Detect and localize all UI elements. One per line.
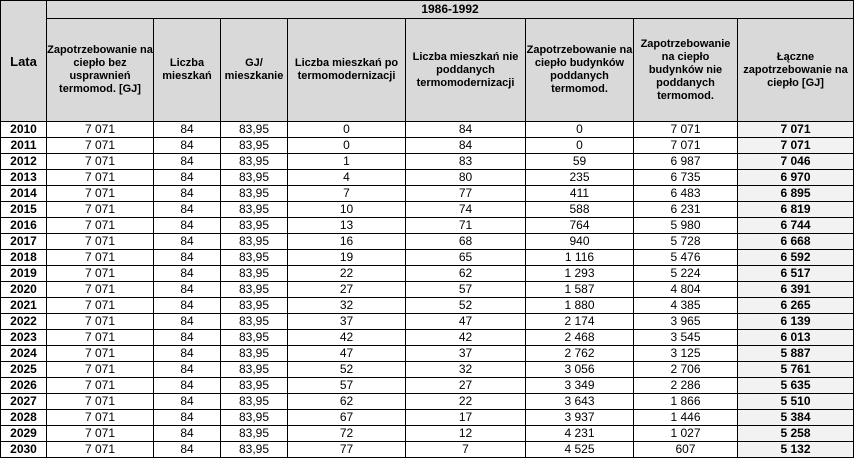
table-row: [1, 250, 854, 266]
year-cell: 2029: [1, 426, 47, 442]
zapotrzebowanie-cell: 7 071: [47, 298, 154, 314]
zap-nie-poddanych-cell: 1 446: [634, 410, 738, 426]
gj-mieszkanie-cell: 83,95: [221, 282, 288, 298]
po-termo-cell: 27: [288, 282, 406, 298]
table-row: [1, 170, 854, 186]
gj-mieszkanie-cell: 83,95: [221, 346, 288, 362]
liczba-mieszkan-cell: 84: [154, 378, 221, 394]
header-group-period: 1986-1992: [47, 1, 854, 19]
zap-nie-poddanych-cell: 6 483: [634, 186, 738, 202]
po-termo-cell: 0: [288, 138, 406, 154]
nie-poddanych-cell: 74: [406, 202, 526, 218]
nie-poddanych-cell: 68: [406, 234, 526, 250]
zapotrzebowanie-cell: 7 071: [47, 234, 154, 250]
zapotrzebowanie-cell: 7 071: [47, 394, 154, 410]
liczba-mieszkan-cell: 84: [154, 202, 221, 218]
zap-nie-poddanych-cell: 6 735: [634, 170, 738, 186]
nie-poddanych-cell: 17: [406, 410, 526, 426]
po-termo-cell: 16: [288, 234, 406, 250]
table-row: [1, 346, 854, 362]
table-row: [1, 154, 854, 170]
zap-poddanych-cell: 0: [526, 138, 634, 154]
liczba-mieszkan-cell: 84: [154, 314, 221, 330]
zap-poddanych-cell: 588: [526, 202, 634, 218]
zap-nie-poddanych-cell: 7 071: [634, 138, 738, 154]
po-termo-cell: 10: [288, 202, 406, 218]
liczba-mieszkan-cell: 84: [154, 394, 221, 410]
nie-poddanych-cell: 37: [406, 346, 526, 362]
table-row: [1, 362, 854, 378]
po-termo-cell: 57: [288, 378, 406, 394]
table-row: [1, 122, 854, 138]
year-cell: 2019: [1, 266, 47, 282]
nie-poddanych-cell: 57: [406, 282, 526, 298]
zapotrzebowanie-cell: 7 071: [47, 186, 154, 202]
po-termo-cell: 77: [288, 442, 406, 458]
year-cell: 2025: [1, 362, 47, 378]
year-cell: 2024: [1, 346, 47, 362]
zap-poddanych-cell: 2 174: [526, 314, 634, 330]
laczne-cell: 5 761: [738, 362, 854, 378]
po-termo-cell: 72: [288, 426, 406, 442]
year-cell: 2021: [1, 298, 47, 314]
liczba-mieszkan-cell: 84: [154, 122, 221, 138]
year-cell: 2018: [1, 250, 47, 266]
zapotrzebowanie-cell: 7 071: [47, 218, 154, 234]
zap-nie-poddanych-cell: 4 385: [634, 298, 738, 314]
zap-poddanych-cell: 4 525: [526, 442, 634, 458]
zap-nie-poddanych-cell: 5 224: [634, 266, 738, 282]
gj-mieszkanie-cell: 83,95: [221, 426, 288, 442]
gj-mieszkanie-cell: 83,95: [221, 202, 288, 218]
laczne-cell: 7 071: [738, 122, 854, 138]
gj-mieszkanie-cell: 83,95: [221, 394, 288, 410]
nie-poddanych-cell: 27: [406, 378, 526, 394]
zapotrzebowanie-cell: 7 071: [47, 346, 154, 362]
year-cell: 2011: [1, 138, 47, 154]
table-row: [1, 266, 854, 282]
zap-poddanych-cell: 1 587: [526, 282, 634, 298]
zap-nie-poddanych-cell: 6 987: [634, 154, 738, 170]
laczne-cell: 6 895: [738, 186, 854, 202]
table-row: [1, 394, 854, 410]
nie-poddanych-cell: 77: [406, 186, 526, 202]
liczba-mieszkan-cell: 84: [154, 234, 221, 250]
year-cell: 2023: [1, 330, 47, 346]
zap-poddanych-cell: 59: [526, 154, 634, 170]
laczne-cell: 7 046: [738, 154, 854, 170]
table-body: [1, 122, 854, 458]
nie-poddanych-cell: 52: [406, 298, 526, 314]
zapotrzebowanie-cell: 7 071: [47, 170, 154, 186]
zap-nie-poddanych-cell: 7 071: [634, 122, 738, 138]
gj-mieszkanie-cell: 83,95: [221, 410, 288, 426]
zap-poddanych-cell: 0: [526, 122, 634, 138]
zap-nie-poddanych-cell: 3 965: [634, 314, 738, 330]
zapotrzebowanie-cell: 7 071: [47, 266, 154, 282]
year-cell: 2012: [1, 154, 47, 170]
laczne-cell: 6 970: [738, 170, 854, 186]
zapotrzebowanie-cell: 7 071: [47, 426, 154, 442]
nie-poddanych-cell: 47: [406, 314, 526, 330]
gj-mieszkanie-cell: 83,95: [221, 170, 288, 186]
zap-poddanych-cell: 4 231: [526, 426, 634, 442]
liczba-mieszkan-cell: 84: [154, 442, 221, 458]
zapotrzebowanie-cell: 7 071: [47, 442, 154, 458]
year-cell: 2026: [1, 378, 47, 394]
year-cell: 2030: [1, 442, 47, 458]
laczne-cell: 6 819: [738, 202, 854, 218]
year-cell: 2016: [1, 218, 47, 234]
table-row: [1, 186, 854, 202]
zapotrzebowanie-cell: 7 071: [47, 330, 154, 346]
zap-poddanych-cell: 1 880: [526, 298, 634, 314]
zap-nie-poddanych-cell: 6 231: [634, 202, 738, 218]
zap-poddanych-cell: 235: [526, 170, 634, 186]
zap-poddanych-cell: 3 937: [526, 410, 634, 426]
header-mieszkania-po-termomodernizacji: Liczba mieszkań po termomodernizacji: [288, 19, 406, 122]
nie-poddanych-cell: 80: [406, 170, 526, 186]
gj-mieszkanie-cell: 83,95: [221, 314, 288, 330]
zapotrzebowanie-cell: 7 071: [47, 154, 154, 170]
gj-mieszkanie-cell: 83,95: [221, 234, 288, 250]
zap-nie-poddanych-cell: 3 125: [634, 346, 738, 362]
nie-poddanych-cell: 84: [406, 122, 526, 138]
table-row: [1, 378, 854, 394]
zapotrzebowanie-cell: 7 071: [47, 362, 154, 378]
zapotrzebowanie-cell: 7 071: [47, 282, 154, 298]
zap-poddanych-cell: 3 643: [526, 394, 634, 410]
laczne-cell: 7 071: [738, 138, 854, 154]
liczba-mieszkan-cell: 84: [154, 218, 221, 234]
liczba-mieszkan-cell: 84: [154, 282, 221, 298]
zapotrzebowanie-cell: 7 071: [47, 410, 154, 426]
header-mieszkania-nie-poddanych: Liczba mieszkań nie poddanych termomodernizacji: [406, 19, 526, 122]
po-termo-cell: 19: [288, 250, 406, 266]
gj-mieszkanie-cell: 83,95: [221, 330, 288, 346]
table-row: [1, 442, 854, 458]
laczne-cell: 6 139: [738, 314, 854, 330]
laczne-cell: 6 517: [738, 266, 854, 282]
table-row: [1, 218, 854, 234]
header-laczne-zapotrzebowanie: Łączne zapotrzebowanie na ciepło [GJ]: [738, 19, 854, 122]
gj-mieszkanie-cell: 83,95: [221, 362, 288, 378]
zapotrzebowanie-cell: 7 071: [47, 202, 154, 218]
table-row: [1, 234, 854, 250]
zap-poddanych-cell: 2 468: [526, 330, 634, 346]
laczne-cell: 5 258: [738, 426, 854, 442]
laczne-cell: 6 265: [738, 298, 854, 314]
table-row: [1, 298, 854, 314]
laczne-cell: 6 391: [738, 282, 854, 298]
zap-nie-poddanych-cell: 5 980: [634, 218, 738, 234]
liczba-mieszkan-cell: 84: [154, 298, 221, 314]
po-termo-cell: 37: [288, 314, 406, 330]
zap-poddanych-cell: 3 056: [526, 362, 634, 378]
zapotrzebowanie-cell: 7 071: [47, 378, 154, 394]
zapotrzebowanie-cell: 7 071: [47, 250, 154, 266]
liczba-mieszkan-cell: 84: [154, 362, 221, 378]
zap-poddanych-cell: 1 116: [526, 250, 634, 266]
po-termo-cell: 32: [288, 298, 406, 314]
year-cell: 2028: [1, 410, 47, 426]
po-termo-cell: 7: [288, 186, 406, 202]
year-cell: 2010: [1, 122, 47, 138]
liczba-mieszkan-cell: 84: [154, 426, 221, 442]
zap-poddanych-cell: 3 349: [526, 378, 634, 394]
zap-poddanych-cell: 764: [526, 218, 634, 234]
liczba-mieszkan-cell: 84: [154, 330, 221, 346]
header-zapotrzebowanie-nie-poddanych: Zapotrzebowanie na ciepło budynków nie poddanych termomod.: [634, 19, 738, 122]
nie-poddanych-cell: 62: [406, 266, 526, 282]
header-liczba-mieszkan: Liczba mieszkań: [154, 19, 221, 122]
nie-poddanych-cell: 12: [406, 426, 526, 442]
zapotrzebowanie-cell: 7 071: [47, 138, 154, 154]
year-cell: 2022: [1, 314, 47, 330]
laczne-cell: 5 132: [738, 442, 854, 458]
liczba-mieszkan-cell: 84: [154, 266, 221, 282]
po-termo-cell: 67: [288, 410, 406, 426]
liczba-mieszkan-cell: 84: [154, 410, 221, 426]
header-zapotrzebowanie-poddanych: Zapotrzebowanie na ciepło budynków poddanych termomod.: [526, 19, 634, 122]
laczne-cell: 6 013: [738, 330, 854, 346]
gj-mieszkanie-cell: 83,95: [221, 154, 288, 170]
table-row: [1, 426, 854, 442]
year-cell: 2015: [1, 202, 47, 218]
laczne-cell: 5 635: [738, 378, 854, 394]
table-row: [1, 282, 854, 298]
laczne-cell: 6 744: [738, 218, 854, 234]
po-termo-cell: 47: [288, 346, 406, 362]
laczne-cell: 5 887: [738, 346, 854, 362]
po-termo-cell: 13: [288, 218, 406, 234]
laczne-cell: 6 592: [738, 250, 854, 266]
zapotrzebowanie-cell: 7 071: [47, 122, 154, 138]
nie-poddanych-cell: 32: [406, 362, 526, 378]
liczba-mieszkan-cell: 84: [154, 186, 221, 202]
laczne-cell: 5 510: [738, 394, 854, 410]
liczba-mieszkan-cell: 84: [154, 346, 221, 362]
liczba-mieszkan-cell: 84: [154, 170, 221, 186]
laczne-cell: 6 668: [738, 234, 854, 250]
year-cell: 2014: [1, 186, 47, 202]
nie-poddanych-cell: 22: [406, 394, 526, 410]
gj-mieszkanie-cell: 83,95: [221, 250, 288, 266]
liczba-mieszkan-cell: 84: [154, 138, 221, 154]
po-termo-cell: 52: [288, 362, 406, 378]
zap-nie-poddanych-cell: 2 706: [634, 362, 738, 378]
zap-poddanych-cell: 1 293: [526, 266, 634, 282]
po-termo-cell: 4: [288, 170, 406, 186]
year-cell: 2020: [1, 282, 47, 298]
po-termo-cell: 42: [288, 330, 406, 346]
year-cell: 2027: [1, 394, 47, 410]
nie-poddanych-cell: 83: [406, 154, 526, 170]
header-lata: Lata: [1, 1, 47, 122]
liczba-mieszkan-cell: 84: [154, 250, 221, 266]
gj-mieszkanie-cell: 83,95: [221, 378, 288, 394]
gj-mieszkanie-cell: 83,95: [221, 218, 288, 234]
gj-mieszkanie-cell: 83,95: [221, 298, 288, 314]
zap-nie-poddanych-cell: 3 545: [634, 330, 738, 346]
nie-poddanych-cell: 65: [406, 250, 526, 266]
laczne-cell: 5 384: [738, 410, 854, 426]
zapotrzebowanie-cell: 7 071: [47, 314, 154, 330]
gj-mieszkanie-cell: 83,95: [221, 122, 288, 138]
nie-poddanych-cell: 71: [406, 218, 526, 234]
nie-poddanych-cell: 7: [406, 442, 526, 458]
zap-poddanych-cell: 411: [526, 186, 634, 202]
zap-nie-poddanych-cell: 2 286: [634, 378, 738, 394]
year-cell: 2017: [1, 234, 47, 250]
table-row: [1, 410, 854, 426]
zap-nie-poddanych-cell: 1 866: [634, 394, 738, 410]
header-gj-mieszkanie: GJ/ mieszkanie: [221, 19, 288, 122]
zap-poddanych-cell: 2 762: [526, 346, 634, 362]
year-cell: 2013: [1, 170, 47, 186]
header-zapotrzebowanie-bez-usprawnien: Zapotrzebowanie na ciepło bez usprawnień termomod. [GJ]: [47, 19, 154, 122]
gj-mieszkanie-cell: 83,95: [221, 442, 288, 458]
gj-mieszkanie-cell: 83,95: [221, 138, 288, 154]
gj-mieszkanie-cell: 83,95: [221, 266, 288, 282]
liczba-mieszkan-cell: 84: [154, 154, 221, 170]
table-row: [1, 202, 854, 218]
zap-nie-poddanych-cell: 4 804: [634, 282, 738, 298]
po-termo-cell: 0: [288, 122, 406, 138]
po-termo-cell: 22: [288, 266, 406, 282]
zap-nie-poddanych-cell: 5 476: [634, 250, 738, 266]
table-row: [1, 330, 854, 346]
zap-nie-poddanych-cell: 1 027: [634, 426, 738, 442]
po-termo-cell: 1: [288, 154, 406, 170]
po-termo-cell: 62: [288, 394, 406, 410]
zap-poddanych-cell: 940: [526, 234, 634, 250]
nie-poddanych-cell: 42: [406, 330, 526, 346]
zap-nie-poddanych-cell: 5 728: [634, 234, 738, 250]
gj-mieszkanie-cell: 83,95: [221, 186, 288, 202]
nie-poddanych-cell: 84: [406, 138, 526, 154]
table-row: [1, 138, 854, 154]
table-row: [1, 314, 854, 330]
zap-nie-poddanych-cell: 607: [634, 442, 738, 458]
